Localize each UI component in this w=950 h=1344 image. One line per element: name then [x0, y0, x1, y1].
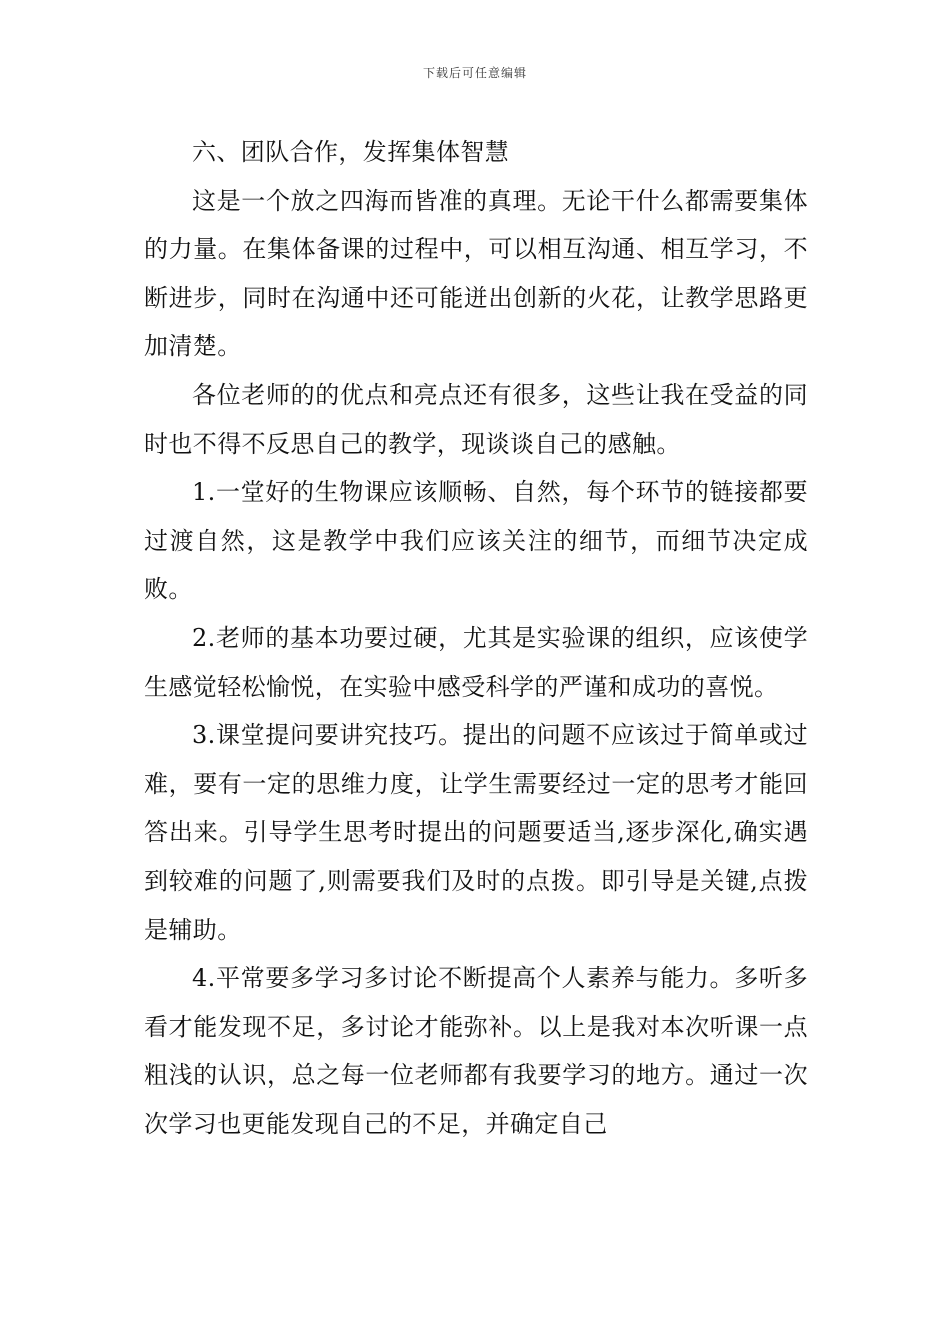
paragraph-teamwork: 这是一个放之四海而皆准的真理。无论干什么都需要集体的力量。在集体备课的过程中，可以相互沟通、相互学习，不断进步，同时在沟通中还可能迸出创新的火花，让教学思路更加清楚。	[144, 186, 808, 361]
paragraph-reflection: 各位老师的的优点和亮点还有很多，这些让我在受益的同时也不得不反思自己的教学，现谈谈自己的感触。	[144, 380, 808, 458]
list-item-2: 2.老师的基本功要过硬，尤其是实验课的组织，应该使学生感觉轻松愉悦，在实验中感受科学的严谨和成功的喜悦。	[144, 623, 808, 701]
list-item-1: 1.一堂好的生物课应该顺畅、自然，每个环节的链接都要过渡自然，这是教学中我们应该关注的细节，而细节决定成败。	[144, 478, 808, 604]
list-item-4: 4.平常要多学习多讨论不断提高个人素养与能力。多听多看才能发现不足，多讨论才能弥补。以上是我对本次听课一点粗浅的认识，总之每一位老师都有我要学习的地方。通过一次次学习也更能发现自己的不足，并确定自己	[144, 964, 808, 1138]
section-heading: 六、团队合作，发挥集体智慧	[192, 138, 510, 166]
header-note: 下载后可任意编辑	[422, 66, 527, 80]
document-body	[144, 128, 808, 1148]
list-item-3: 3.课堂提问要讲究技巧。提出的问题不应该过于简单或过难，要有一定的思维力度，让学生需要经过一定的思考才能回答出来。引导学生思考时提出的问题要适当,逐步深化,确实遇到较难的问题了,则需要我们及时的点拨。即引导是关键,点拨是辅助。	[144, 721, 808, 944]
